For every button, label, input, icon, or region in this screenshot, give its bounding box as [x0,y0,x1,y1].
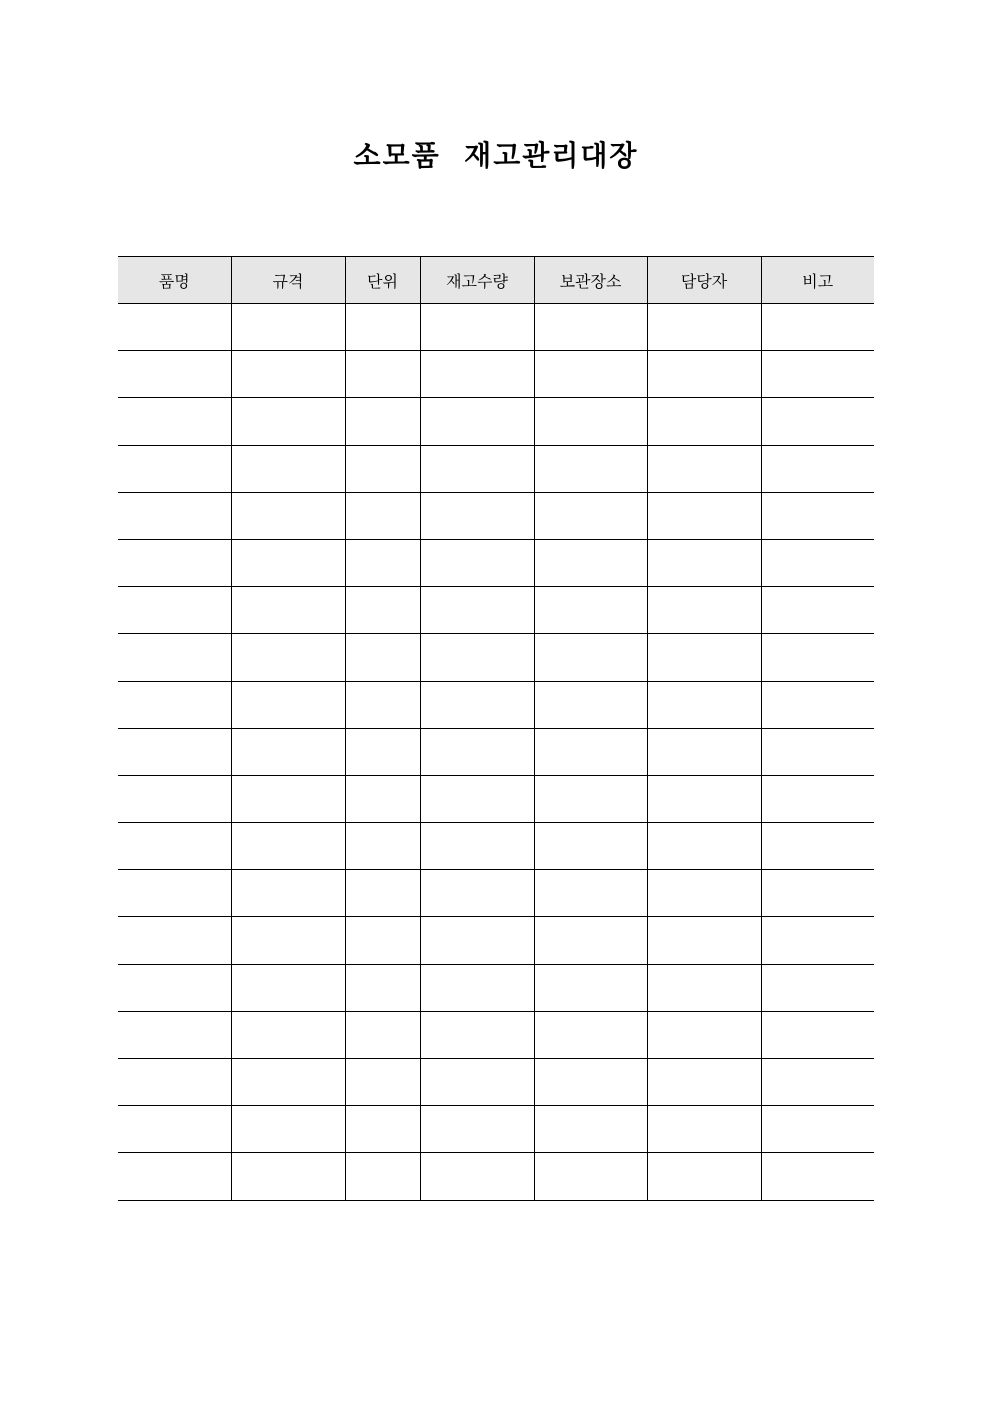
remarks-cell [761,823,874,870]
table-row [118,445,874,492]
inventory-ledger-table [118,256,874,1201]
item-name-cell [118,351,231,398]
manager-cell [647,1059,761,1106]
item-name-cell [118,492,231,539]
spec-cell [231,539,345,586]
remarks-cell [761,775,874,822]
unit-cell [345,1059,420,1106]
page-title: 소모품 재고관리대장 [353,139,639,172]
manager-cell [647,351,761,398]
storage-location-cell [534,445,647,492]
stock-quantity-cell [420,445,534,492]
table-row [118,587,874,634]
unit-cell [345,1011,420,1058]
stock-quantity-cell [420,964,534,1011]
remarks-cell [761,1011,874,1058]
unit-cell [345,823,420,870]
manager-cell [647,775,761,822]
item-name-cell [118,728,231,775]
manager-cell [647,398,761,445]
stock-quantity-cell [420,681,534,728]
manager-cell [647,728,761,775]
table-row [118,917,874,964]
spec-cell [231,870,345,917]
storage-location-cell [534,634,647,681]
spec-cell [231,351,345,398]
manager-cell [647,445,761,492]
item-name-cell [118,587,231,634]
stock-quantity-cell [420,492,534,539]
item-name-cell [118,634,231,681]
item-name-cell [118,681,231,728]
unit-cell [345,964,420,1011]
item-name-cell [118,1011,231,1058]
spec-cell [231,823,345,870]
storage-location-cell [534,870,647,917]
remarks-cell [761,304,874,351]
manager-cell [647,823,761,870]
stock-quantity-cell [420,1059,534,1106]
column-header-unit: 단위 [345,257,420,304]
table-row [118,728,874,775]
storage-location-cell [534,1153,647,1200]
stock-quantity-cell [420,823,534,870]
stock-quantity-cell [420,398,534,445]
table-row [118,1011,874,1058]
unit-cell [345,1106,420,1153]
item-name-cell [118,1153,231,1200]
unit-cell [345,681,420,728]
table-row [118,775,874,822]
table-row [118,964,874,1011]
storage-location-cell [534,823,647,870]
spec-cell [231,587,345,634]
item-name-cell [118,917,231,964]
stock-quantity-cell [420,870,534,917]
column-header-manager: 담당자 [647,257,761,304]
unit-cell [345,1153,420,1200]
spec-cell [231,398,345,445]
storage-location-cell [534,1106,647,1153]
unit-cell [345,398,420,445]
manager-cell [647,1011,761,1058]
remarks-cell [761,917,874,964]
spec-cell [231,681,345,728]
unit-cell [345,445,420,492]
spec-cell [231,775,345,822]
item-name-cell [118,539,231,586]
table-row [118,870,874,917]
item-name-cell [118,398,231,445]
spec-cell [231,917,345,964]
remarks-cell [761,964,874,1011]
stock-quantity-cell [420,351,534,398]
storage-location-cell [534,917,647,964]
remarks-cell [761,587,874,634]
stock-quantity-cell [420,1153,534,1200]
unit-cell [345,917,420,964]
stock-quantity-cell [420,634,534,681]
unit-cell [345,634,420,681]
manager-cell [647,681,761,728]
table-row [118,681,874,728]
stock-quantity-cell [420,728,534,775]
storage-location-cell [534,539,647,586]
spec-cell [231,1106,345,1153]
stock-quantity-cell [420,587,534,634]
table-row [118,351,874,398]
item-name-cell [118,823,231,870]
remarks-cell [761,870,874,917]
remarks-cell [761,1106,874,1153]
storage-location-cell [534,304,647,351]
manager-cell [647,1153,761,1200]
storage-location-cell [534,587,647,634]
unit-cell [345,304,420,351]
remarks-cell [761,1059,874,1106]
column-header-storage-location: 보관장소 [534,257,647,304]
table-row [118,398,874,445]
table-row [118,823,874,870]
storage-location-cell [534,728,647,775]
unit-cell [345,870,420,917]
table-row [118,492,874,539]
table-header [118,257,874,304]
manager-cell [647,539,761,586]
storage-location-cell [534,351,647,398]
table-row [118,634,874,681]
item-name-cell [118,445,231,492]
storage-location-cell [534,398,647,445]
manager-cell [647,304,761,351]
item-name-cell [118,775,231,822]
item-name-cell [118,304,231,351]
header-row [118,257,874,304]
item-name-cell [118,1059,231,1106]
manager-cell [647,634,761,681]
storage-location-cell [534,1059,647,1106]
storage-location-cell [534,1011,647,1058]
remarks-cell [761,492,874,539]
manager-cell [647,492,761,539]
storage-location-cell [534,681,647,728]
remarks-cell [761,681,874,728]
manager-cell [647,964,761,1011]
column-header-spec: 규격 [231,257,345,304]
stock-quantity-cell [420,539,534,586]
column-header-item-name: 품명 [118,257,231,304]
spec-cell [231,964,345,1011]
remarks-cell [761,728,874,775]
storage-location-cell [534,492,647,539]
spec-cell [231,492,345,539]
remarks-cell [761,351,874,398]
column-header-remarks: 비고 [761,257,874,304]
remarks-cell [761,634,874,681]
spec-cell [231,445,345,492]
table-row [118,304,874,351]
spec-cell [231,1059,345,1106]
manager-cell [647,917,761,964]
table-body [118,304,874,1201]
manager-cell [647,870,761,917]
unit-cell [345,587,420,634]
item-name-cell [118,1106,231,1153]
manager-cell [647,587,761,634]
storage-location-cell [534,964,647,1011]
unit-cell [345,775,420,822]
unit-cell [345,539,420,586]
stock-quantity-cell [420,917,534,964]
remarks-cell [761,539,874,586]
unit-cell [345,492,420,539]
table-row [118,539,874,586]
spec-cell [231,1153,345,1200]
item-name-cell [118,870,231,917]
manager-cell [647,1106,761,1153]
spec-cell [231,634,345,681]
item-name-cell [118,964,231,1011]
spec-cell [231,1011,345,1058]
storage-location-cell [534,775,647,822]
column-header-stock-quantity: 재고수량 [420,257,534,304]
remarks-cell [761,1153,874,1200]
remarks-cell [761,445,874,492]
remarks-cell [761,398,874,445]
table-row [118,1106,874,1153]
spec-cell [231,728,345,775]
table-row [118,1153,874,1200]
table-row [118,1059,874,1106]
stock-quantity-cell [420,1011,534,1058]
stock-quantity-cell [420,1106,534,1153]
unit-cell [345,728,420,775]
spec-cell [231,304,345,351]
unit-cell [345,351,420,398]
stock-quantity-cell [420,775,534,822]
stock-quantity-cell [420,304,534,351]
